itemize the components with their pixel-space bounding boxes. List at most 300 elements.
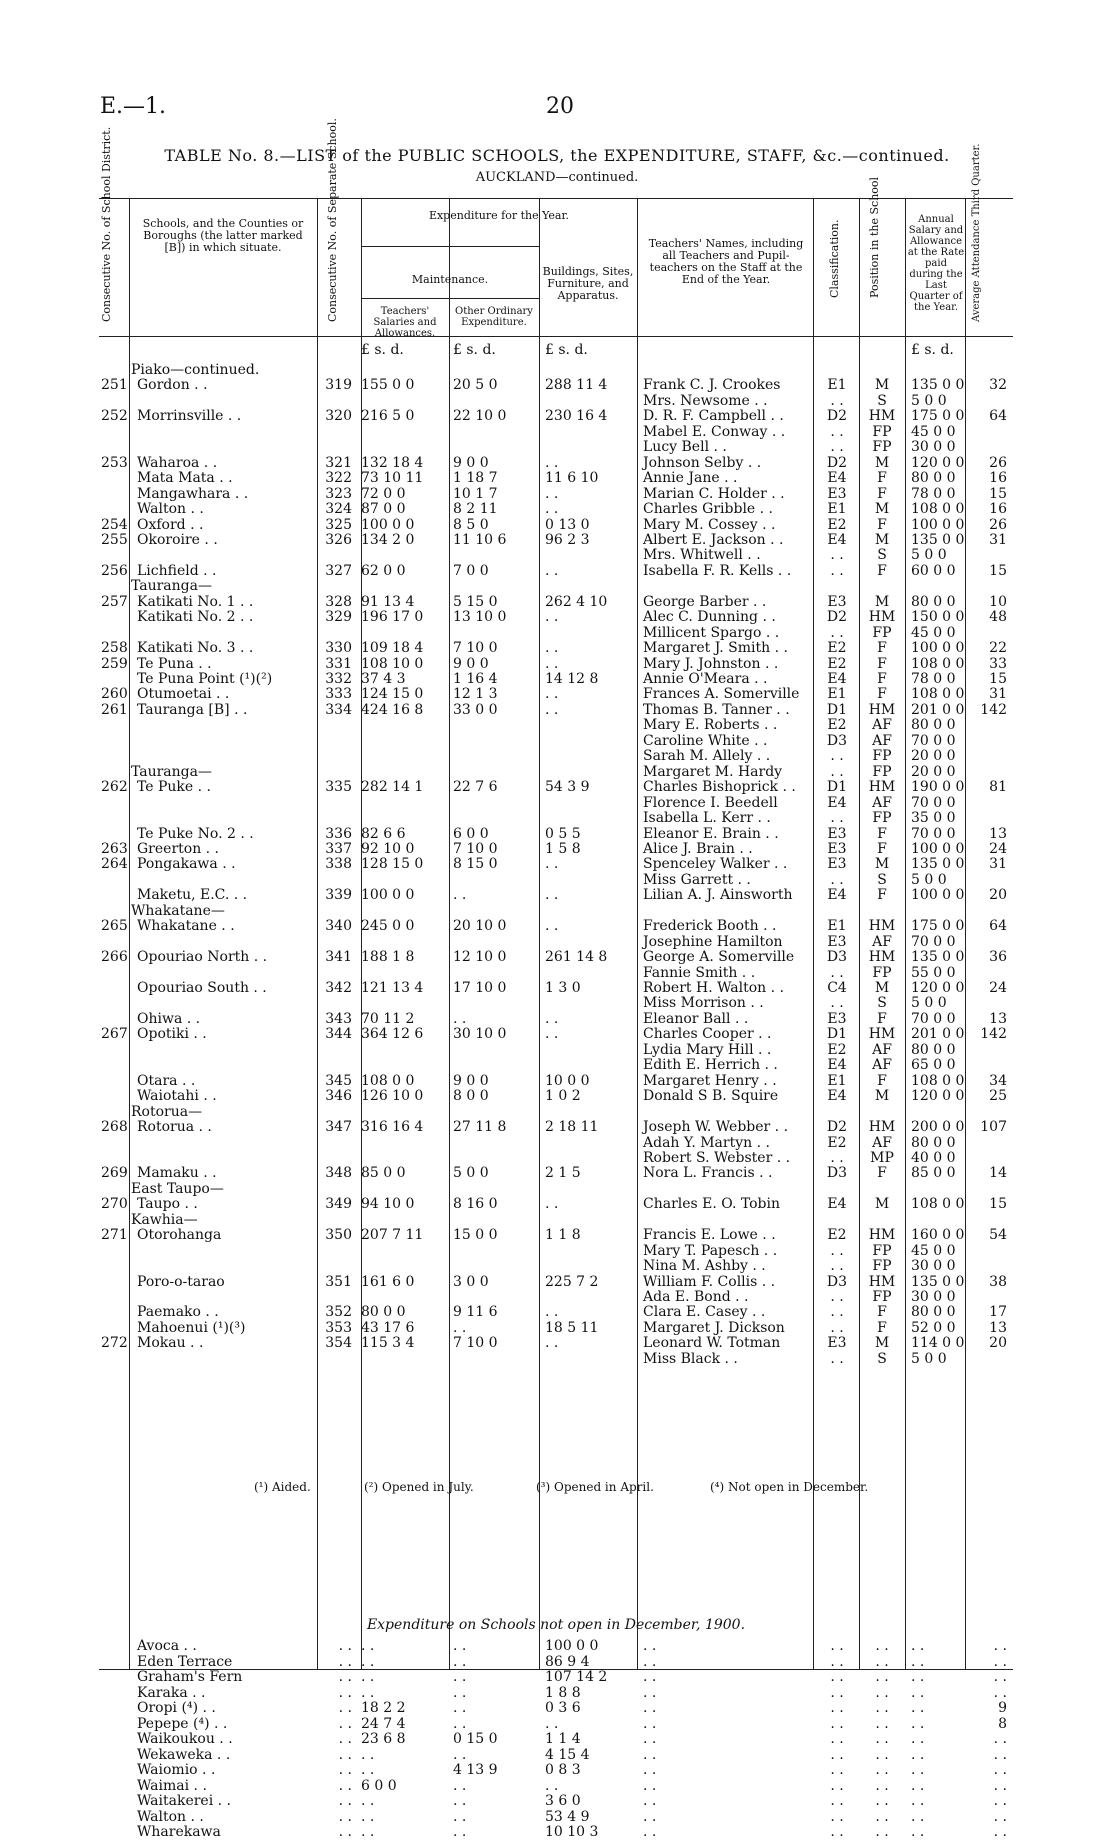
cell-col-5: 54 3 9 [545,779,590,796]
cell-col-2: 351 [325,1273,352,1290]
cell-col-1: Paemako . . [137,1304,219,1321]
cell-col-6: Ada E. Bond . . [643,1289,749,1305]
table-row [99,934,1013,950]
cell-col-7: . . [830,1653,844,1670]
table-row [99,1135,1013,1151]
table-row [99,1042,1013,1058]
cell-col-7: E4 [827,794,847,811]
cell-col-4: 0 15 0 [453,1731,498,1747]
cell-col-1: Waharoa . . [137,454,218,471]
cell-col-1: Tauranga— [131,763,212,780]
cell-col-4: 1 16 4 [453,671,498,687]
cell-col-7: . . [830,810,844,827]
cell-col-9: . . [911,1731,925,1747]
cell-col-8: . . [875,1638,889,1654]
cell-col-5: 1 1 4 [545,1731,581,1747]
cell-col-5: 2 18 11 [545,1119,599,1136]
cell-col-3: 100 0 0 [361,887,415,904]
cell-col-9: 20 0 0 [911,748,956,765]
cell-col-10: . . [993,1669,1007,1685]
header-district-no: Consecutive No. of School District. [100,126,113,322]
cell-col-8: HM [868,1026,896,1043]
cell-col-3: . . [361,1793,375,1809]
cell-col-3: . . [361,1746,375,1763]
cell-col-2: 334 [325,701,352,718]
cell-col-2: 339 [325,887,352,904]
cell-col-9: 135 0 0 [911,949,965,966]
cell-col-7: . . [830,1684,844,1701]
table-row [99,1304,1013,1320]
cell-col-8: FP [872,1242,892,1259]
table-row [99,517,1013,533]
cell-col-2: 320 [325,408,352,425]
table-row [99,1824,1013,1840]
cell-col-3: 6 0 0 [361,1777,397,1794]
cell-col-2: 349 [325,1196,352,1213]
table-row [99,532,1013,548]
table-row [99,609,1013,625]
cell-col-1: Kawhia— [131,1211,198,1228]
cell-col-2: . . [338,1777,352,1794]
cell-col-6: Annie Jane . . [643,470,738,487]
cell-col-0: 263 [101,840,128,857]
cell-col-7: D1 [826,779,848,796]
footnote-april: (³) Opened in April. [536,1480,654,1494]
cell-col-9: 108 0 0 [911,686,965,703]
cell-col-8: . . [875,1731,889,1747]
cell-col-0: 268 [101,1119,128,1136]
cell-col-7: E2 [827,717,847,734]
cell-col-6: Edith E. Herrich . . [643,1057,778,1074]
cell-col-10: 24 [989,840,1007,857]
cell-col-8: S [877,547,887,564]
cell-col-6: . . [643,1638,657,1654]
cell-col-10: 8 [998,1715,1007,1732]
cell-col-3: 37 4 3 [361,671,406,687]
cell-col-6: Margaret M. Hardy [643,763,783,780]
cell-col-5: 0 5 5 [545,825,581,842]
cell-col-10: . . [993,1777,1007,1794]
cell-col-2: 354 [325,1335,352,1352]
cell-col-3: 108 0 0 [361,1072,415,1089]
cell-col-5: 107 14 2 [545,1669,608,1685]
cell-col-0: 262 [101,779,128,796]
cell-col-6: Josephine Hamilton [643,933,783,950]
cell-col-1: Mokau . . [137,1335,204,1352]
cell-col-4: 7 10 0 [453,640,498,657]
cell-col-10: . . [993,1653,1007,1670]
table-row [99,1638,1013,1654]
cell-col-1: Mahoenui (¹)(³) [137,1319,246,1336]
cell-col-9: . . [911,1746,925,1763]
cell-col-7: E4 [827,671,847,687]
cell-col-10: 15 [989,485,1007,502]
cell-col-3: 161 6 0 [361,1273,415,1290]
cell-col-3: 282 14 1 [361,779,424,796]
cell-col-6: Millicent Spargo . . [643,624,780,641]
cell-col-3: 121 13 4 [361,980,424,996]
table-title: TABLE No. 8.—LIST of the PUBLIC SCHOOLS, the EXPENDITURE, STAFF, &c.—continued. [164,146,950,165]
cell-col-8: . . [875,1777,889,1794]
cell-col-10: 17 [989,1304,1007,1321]
cell-col-8: FP [872,439,892,456]
table-row [99,377,1013,393]
cell-col-5: 18 5 11 [545,1319,599,1336]
cell-col-6: Adah Y. Martyn . . [643,1134,770,1151]
cell-col-2: 345 [325,1072,352,1089]
cell-col-1: Otorohanga [137,1227,222,1244]
cell-col-5: . . [545,918,559,935]
table-row [99,826,1013,842]
header-attendance: Average Attendance Third Quarter. [971,143,982,322]
cell-col-10: 33 [989,655,1007,672]
cell-col-9: 80 0 0 [911,1304,956,1321]
cell-col-8: S [877,871,887,888]
cell-col-2: 330 [325,640,352,657]
cell-col-4: . . [453,1010,467,1027]
cell-col-1: Otara . . [137,1072,196,1089]
table-row [99,1335,1013,1351]
header-schools: Schools, and the Counties or Boroughs (the latter marked [B]) in which situate. [142,217,304,254]
cell-col-4: 22 7 6 [453,779,498,796]
cell-col-5: 230 16 4 [545,408,608,425]
cell-col-3: . . [361,1824,375,1840]
cell-col-7: . . [830,1350,844,1367]
cell-col-6: Miss Morrison . . [643,995,764,1012]
cell-col-2: . . [338,1824,352,1840]
cell-col-7: E2 [827,1134,847,1151]
cell-col-2: 333 [325,686,352,703]
cell-col-8: HM [868,408,896,425]
cell-col-7: D3 [826,1273,848,1290]
cell-col-4: 8 15 0 [453,856,498,873]
cell-col-1: Maketu, E.C. . . [137,887,248,904]
cell-col-5: . . [545,485,559,502]
page-reference: E.—1. [100,94,167,119]
cell-col-6: Alice J. Brain . . [643,840,753,857]
cell-col-6: Frederick Booth . . [643,918,777,935]
table-row [99,455,1013,471]
cell-col-6: . . [643,1762,657,1778]
table-row [99,1181,1013,1197]
cell-col-7: E2 [827,1041,847,1058]
cell-col-8: M [874,377,890,394]
cell-col-7: . . [830,547,844,564]
cell-col-1: Opotiki . . [137,1026,207,1043]
cell-col-2: . . [338,1715,352,1732]
cell-col-7: E1 [827,501,847,518]
cell-col-7: D3 [826,732,848,749]
cell-col-6: Caroline White . . [643,732,768,749]
cell-col-5: 1 5 8 [545,840,581,857]
cell-col-9: 80 0 0 [911,593,956,610]
cell-col-4: 22 10 0 [453,408,507,425]
cell-col-1: Waiomio . . [137,1762,216,1778]
cell-col-6: Charles Bishoprick . . [643,779,796,796]
footnote-july: (²) Opened in July. [364,1480,474,1494]
cell-col-2: 353 [325,1319,352,1336]
cell-col-4: . . [453,1700,467,1716]
cell-col-4: 8 0 0 [453,1088,489,1105]
cell-col-8: M [874,454,890,471]
cell-col-4: . . [453,1669,467,1685]
cell-col-3: 126 10 0 [361,1088,424,1105]
cell-col-7: D2 [826,454,848,471]
cell-col-9: 120 0 0 [911,454,965,471]
section-title: Expenditure on Schools not open in December, 1900. [366,1617,746,1633]
footnote-december: (⁴) Not open in December. [710,1480,869,1494]
cell-col-5: 1 1 8 [545,1227,581,1244]
cell-col-2: . . [338,1684,352,1701]
cell-col-5: 11 6 10 [545,470,599,487]
cell-col-0: 251 [101,377,128,394]
cell-col-2: 347 [325,1119,352,1136]
cell-col-2: 350 [325,1227,352,1244]
cell-col-7: . . [830,1808,844,1825]
cell-col-3: 245 0 0 [361,918,415,935]
cell-col-7: . . [830,1793,844,1809]
cell-col-10: 54 [989,1227,1007,1244]
cell-col-9: 135 0 0 [911,1273,965,1290]
cell-col-9: 65 0 0 [911,1057,956,1074]
cell-col-8: AF [872,1134,892,1151]
table-row [99,779,1013,795]
cell-col-7: E2 [827,516,847,533]
cell-col-4: 8 2 11 [453,501,498,518]
cell-col-1: Te Puke . . [137,779,211,796]
cell-col-7: . . [830,1669,844,1685]
table-row [99,656,1013,672]
cell-col-8: F [877,840,887,857]
cell-col-7: E3 [827,1335,847,1352]
cell-col-7: D2 [826,1119,848,1136]
cell-col-10: . . [993,1731,1007,1747]
cell-col-10: 31 [989,856,1007,873]
cell-col-6: Margaret Henry . . [643,1072,777,1089]
cell-col-8: F [877,1010,887,1027]
table-row [99,1073,1013,1089]
cell-col-6: George A. Somerville [643,949,795,966]
cell-col-6: Isabella L. Kerr . . [643,810,771,827]
table-row [99,686,1013,702]
cell-col-9: 175 0 0 [911,918,965,935]
cell-col-8: S [877,1350,887,1367]
cell-col-3: 18 2 2 [361,1700,406,1716]
cell-col-8: F [877,825,887,842]
cell-col-8: . . [875,1793,889,1809]
cell-col-10: 142 [980,701,1007,718]
cell-col-1: Waikoukou . . [137,1731,233,1747]
cell-col-3: 364 12 6 [361,1026,424,1043]
table-row [99,424,1013,440]
cell-col-5: . . [545,1715,559,1732]
cell-col-2: 322 [325,470,352,487]
cell-col-7: . . [830,1242,844,1259]
cell-col-8: F [877,516,887,533]
cell-col-9: . . [911,1669,925,1685]
cell-col-2: 321 [325,454,352,471]
cell-col-8: . . [875,1746,889,1763]
cell-col-3: 108 10 0 [361,655,424,672]
cell-col-4: 20 5 0 [453,377,498,394]
cell-col-10: . . [993,1793,1007,1809]
cell-col-5: 1 0 2 [545,1088,581,1105]
cell-col-10: 81 [989,779,1007,796]
cell-col-8: F [877,1319,887,1336]
table-row [99,393,1013,409]
cell-col-6: Fannie Smith . . [643,964,756,981]
table-row [99,501,1013,517]
cell-col-8: HM [868,1273,896,1290]
cell-col-5: 96 2 3 [545,531,590,548]
cell-col-7: D3 [826,949,848,966]
table-row [99,578,1013,594]
cell-col-10: 48 [989,609,1007,626]
cell-col-8: F [877,562,887,579]
cell-col-5: 0 13 0 [545,516,590,533]
cell-col-10: 15 [989,671,1007,687]
cell-col-3: 134 2 0 [361,531,415,548]
cell-col-8: F [877,485,887,502]
cell-col-10: 25 [989,1088,1007,1105]
cell-col-10: 13 [989,1319,1007,1336]
cell-col-7: . . [830,1319,844,1336]
cell-col-8: HM [868,701,896,718]
cell-col-6: Charles E. O. Tobin [643,1196,780,1213]
cell-col-6: Mary T. Papesch . . [643,1242,778,1259]
table-row [99,1258,1013,1274]
cell-col-1: Whakatane . . [137,918,235,935]
cell-col-1: Katikati No. 1 . . [137,593,254,610]
cell-col-5: . . [545,1010,559,1027]
table-row [99,1669,1013,1685]
cell-col-7: . . [830,964,844,981]
cell-col-5: 100 0 0 [545,1638,599,1654]
cell-col-7: E3 [827,1010,847,1027]
cell-col-2: 335 [325,779,352,796]
cell-col-5: 261 14 8 [545,949,608,966]
cell-col-8: AF [872,933,892,950]
cell-col-8: HM [868,918,896,935]
cell-col-2: 352 [325,1304,352,1321]
cell-col-6: Francis E. Lowe . . [643,1227,776,1244]
cell-col-5: 1 3 0 [545,980,581,996]
cell-col-0: 272 [101,1335,128,1352]
cell-col-6: Robert H. Walton . . [643,980,784,996]
cell-col-5: 10 10 3 [545,1824,599,1840]
cell-col-8: MP [870,1149,894,1166]
cell-col-6: Nora L. Francis . . [643,1165,773,1182]
cell-col-2: 336 [325,825,352,842]
cell-col-2: 341 [325,949,352,966]
cell-col-7: E2 [827,640,847,657]
cell-col-4: 9 0 0 [453,454,489,471]
cell-col-7: . . [830,1731,844,1747]
table-row [99,1320,1013,1336]
cell-col-6: . . [643,1746,657,1763]
cell-col-5: 288 11 4 [545,377,608,394]
cell-col-9: 100 0 0 [911,887,965,904]
cell-col-1: East Taupo— [131,1180,224,1197]
cell-col-2: 337 [325,840,352,857]
table-row [99,439,1013,455]
cell-col-9: 78 0 0 [911,485,956,502]
footnote-aided: (¹) Aided. [254,1480,311,1494]
cell-col-2: 338 [325,856,352,873]
cell-col-5: 0 8 3 [545,1762,581,1778]
cell-col-0: 253 [101,454,128,471]
table-row [99,717,1013,733]
cell-col-9: . . [911,1684,925,1701]
cell-col-9: 120 0 0 [911,980,965,996]
cell-col-8: FP [872,810,892,827]
cell-col-1: Pongakawa . . [137,856,236,873]
cell-col-4: . . [453,1653,467,1670]
cell-col-7: D1 [826,701,848,718]
cell-col-6: Clara E. Casey . . [643,1304,766,1321]
cell-col-10: 32 [989,377,1007,394]
cell-col-7: . . [830,1638,844,1654]
cell-col-8: M [874,531,890,548]
cell-col-5: . . [545,501,559,518]
table-row [99,980,1013,996]
cell-col-10: 64 [989,918,1007,935]
cell-col-6: Annie O'Meara . . [643,671,768,687]
cell-col-6: Nina M. Ashby . . [643,1258,766,1275]
cell-col-3: 24 7 4 [361,1715,406,1732]
cell-col-4: 11 10 6 [453,531,507,548]
cell-col-2: . . [338,1638,352,1654]
cell-col-3: 80 0 0 [361,1304,406,1321]
cell-col-6: Frances A. Somerville [643,686,800,703]
cell-col-8: F [877,1165,887,1182]
cell-col-9: 70 0 0 [911,732,956,749]
cell-col-1: Opouriao North . . [137,949,268,966]
header-position: Position in the School [868,176,881,298]
table-row [99,872,1013,888]
cell-col-8: F [877,671,887,687]
cell-col-7: E1 [827,1072,847,1089]
cell-col-3: 94 10 0 [361,1196,415,1213]
cell-col-7: . . [830,1746,844,1763]
cell-col-9: 190 0 0 [911,779,965,796]
cell-col-10: 26 [989,516,1007,533]
cell-col-2: . . [338,1653,352,1670]
cell-col-1: Oxford . . [137,516,204,533]
table-row [99,671,1013,687]
cell-col-3: 128 15 0 [361,856,424,873]
cell-col-7: . . [830,871,844,888]
cell-col-5: 3 6 0 [545,1793,581,1809]
cell-col-3: . . [361,1653,375,1670]
cell-col-9: 5 0 0 [911,871,947,888]
cell-col-10: 15 [989,1196,1007,1213]
cell-col-6: Florence I. Beedell [643,794,778,811]
cell-col-2: . . [338,1793,352,1809]
table-row [99,1088,1013,1104]
cell-col-6: Leonard W. Totman [643,1335,781,1352]
cell-col-9: 80 0 0 [911,1134,956,1151]
cell-col-8: . . [875,1700,889,1716]
cell-col-7: E3 [827,593,847,610]
cell-col-4: . . [453,1319,467,1336]
cell-col-9: 114 0 0 [911,1335,965,1352]
cell-col-1: Okoroire . . [137,531,218,548]
cell-col-0: 261 [101,701,128,718]
cell-col-9: 5 0 0 [911,547,947,564]
table-row [99,1747,1013,1763]
table-row [99,1196,1013,1212]
